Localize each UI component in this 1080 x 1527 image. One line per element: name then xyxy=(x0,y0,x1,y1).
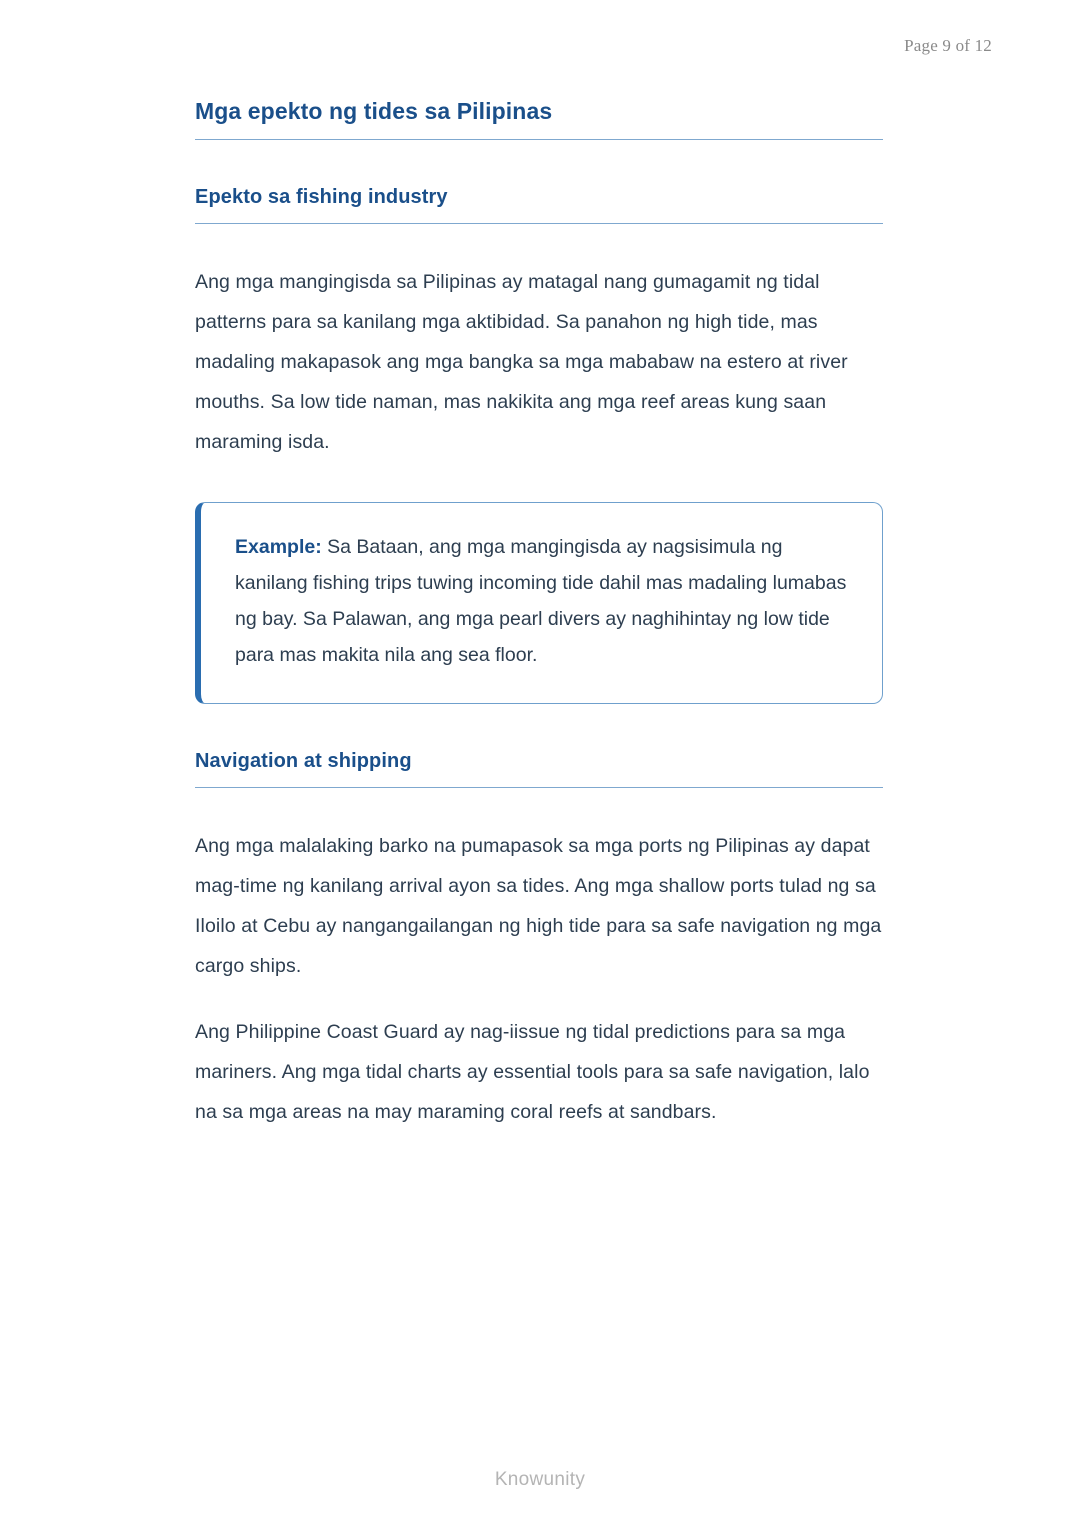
section-divider xyxy=(195,787,883,788)
paragraph: Ang mga malalaking barko na pumapasok sa mga ports ng Pilipinas ay dapat mag-time ng kanilang arrival ayon sa tides. Ang mga shallow ports tulad ng sa Iloilo at Cebu ay nangangailangan ng high tide para sa safe navigation ng mga cargo ships. xyxy=(195,835,882,977)
title-divider xyxy=(195,139,883,140)
page-title: Mga epekto ng tides sa Pilipinas xyxy=(195,98,553,124)
paragraph: Ang mga mangingisda sa Pilipinas ay matagal nang gumagamit ng tidal patterns para sa kanilang mga aktibidad. Sa panahon ng high tide, mas madaling makapasok ang mga bangka sa mga mababaw na estero at river mouths. Sa low tide naman, mas nakikita ang mga reef areas kung saan maraming isda. xyxy=(195,271,848,453)
paragraph: Ang Philippine Coast Guard ay nag-iissue ng tidal predictions para sa mga mariners. Ang mga tidal charts ay essential tools para sa safe navigation, lalo na sa mga areas na may maraming coral reefs at sandbars. xyxy=(195,1021,870,1123)
document-title-block xyxy=(195,98,883,140)
section-divider xyxy=(195,223,883,224)
section-heading-fishing-industry xyxy=(195,186,883,224)
example-body: Sa Bataan, ang mga mangingisda ay nagsisimula ng kanilang fishing trips tuwing incoming tide dahil mas madaling lumabas ng bay. Sa Palawan, ang mga pearl divers ay naghihintay ng low tide para mas makita nila ang sea floor. xyxy=(235,536,847,666)
example-callout-text xyxy=(235,529,852,673)
document-content xyxy=(195,98,883,1132)
example-label: Example: xyxy=(235,536,322,558)
example-callout xyxy=(195,502,883,704)
section-heading-navigation-shipping xyxy=(195,750,883,788)
section-title: Epekto sa fishing industry xyxy=(195,186,448,208)
page-number: Page 9 of 12 xyxy=(904,36,992,55)
footer-brand: Knowunity xyxy=(494,1469,586,1490)
section-title: Navigation at shipping xyxy=(195,750,412,772)
